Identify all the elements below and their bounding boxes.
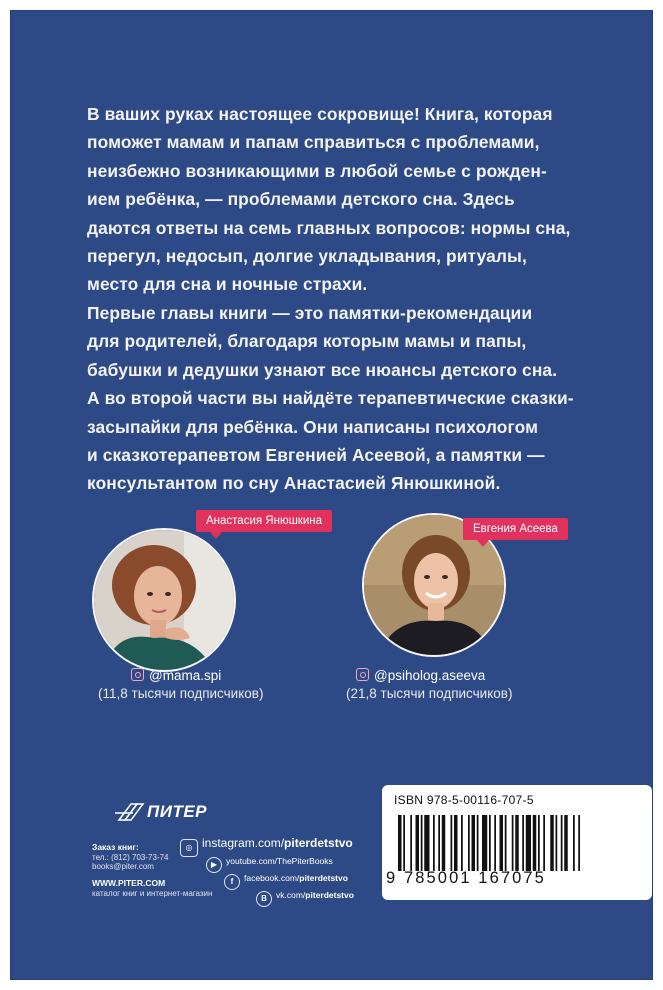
social-account: piterdetstvo xyxy=(299,873,348,883)
youtube-icon: ▶ xyxy=(206,857,222,873)
barcode-bar xyxy=(561,815,563,871)
barcode-bar xyxy=(438,815,440,871)
author-handle[interactable] xyxy=(356,668,485,683)
barcode-bar xyxy=(505,815,507,871)
barcode-bar xyxy=(403,815,405,871)
author-photo-yanyushkina xyxy=(92,528,236,672)
handle-text: @mama.spi xyxy=(149,668,222,683)
blurb-line: Первые главы книги — это памятки-рекомендации xyxy=(87,303,533,323)
blurb-line: консультантом по сну Анастасией Янюшкиной. xyxy=(87,473,501,494)
book-back-cover xyxy=(10,10,653,980)
handle-text: @psiholog.aseeva xyxy=(374,668,486,683)
barcode-bar xyxy=(451,815,453,871)
author-name-tag: Евгения Асеева xyxy=(463,518,568,540)
barcode-bar xyxy=(543,815,545,871)
order-info xyxy=(92,843,168,872)
barcode-bar xyxy=(472,815,476,871)
author-subscribers: (21,8 тысячи подписчиков) xyxy=(346,686,513,701)
barcode-bar xyxy=(468,815,470,871)
barcode-bar xyxy=(522,815,524,871)
barcode-bar xyxy=(461,815,463,871)
blurb-paragraph-1 xyxy=(87,100,617,299)
site-info xyxy=(92,879,212,898)
blurb-paragraph-2 xyxy=(87,299,617,498)
barcode-box xyxy=(382,785,652,900)
social-prefix: facebook.com/ xyxy=(244,873,300,883)
instagram-icon: ◎ xyxy=(180,839,198,857)
barcode-bar xyxy=(573,815,575,871)
order-heading: Заказ книг: xyxy=(92,842,139,852)
barcode-bar xyxy=(416,815,420,871)
social-prefix: vk.com/ xyxy=(276,890,306,900)
social-prefix: instagram.com/ xyxy=(202,836,285,850)
social-instagram[interactable] xyxy=(180,836,353,857)
barcode-bar xyxy=(424,815,429,871)
social-facebook[interactable] xyxy=(224,873,348,890)
blurb-line: неизбежно возникающими в любой семье с рожден- xyxy=(87,160,547,181)
barcode-bar xyxy=(556,815,558,871)
blurb-line: даются ответы на семь главных вопросов: нормы сна, xyxy=(87,217,571,238)
site-url[interactable]: WWW.PITER.COM xyxy=(92,878,166,888)
facebook-icon: f xyxy=(224,874,240,890)
social-url: youtube.com/ThePiterBooks xyxy=(226,856,333,866)
barcode-bar xyxy=(500,815,504,871)
barcode-bar xyxy=(526,815,531,871)
publisher-logo: ПИТЕР xyxy=(147,802,208,821)
blurb-line: В ваших руках настоящее сокровище! Книга, которая xyxy=(87,104,553,124)
barcode-bar xyxy=(477,815,479,871)
site-caption: каталог книг и интернет-магазин xyxy=(92,888,213,898)
isbn-text: ISBN 978-5-00116-707-5 xyxy=(394,793,534,807)
barcode-bar xyxy=(421,815,423,871)
ean-digits: 9 785001 167075 xyxy=(386,869,546,887)
blurb-line: для родителей, благодаря которым мамы и папы, xyxy=(87,331,527,352)
barcode-bar xyxy=(494,815,496,871)
barcode-bar xyxy=(550,815,554,871)
barcode-bar xyxy=(533,815,537,871)
barcode-bar xyxy=(512,815,514,871)
barcode-bar xyxy=(564,815,568,871)
order-email[interactable]: books@piter.com xyxy=(92,862,154,871)
order-phone: тел.: (812) 703-73-74 xyxy=(92,852,169,862)
barcode-bar xyxy=(482,815,487,871)
social-account: piterdetstvo xyxy=(305,890,354,900)
social-vk[interactable] xyxy=(256,890,354,907)
author-subscribers: (11,8 тысячи подписчиков) xyxy=(98,686,264,701)
blurb-line: и сказкотерапевтом Евгенией Асеевой, а памятки — xyxy=(87,445,545,466)
blurb-line: бабушки и дедушки узнают все нюансы детского сна. xyxy=(87,359,558,380)
barcode-bar xyxy=(398,815,402,871)
blurb-line: поможет мамам и папам справиться с проблемами, xyxy=(87,132,540,153)
blurb-line: перегул, недосып, долгие укладывания, ритуалы, xyxy=(87,246,527,267)
author-name-tag: Анастасия Янюшкина xyxy=(196,510,332,532)
blurb-line: засыпайки для ребёнка. Они написаны психологом xyxy=(87,416,539,437)
barcode-bar xyxy=(442,815,446,871)
barcode-bar xyxy=(578,815,580,871)
social-account: piterdetstvo xyxy=(284,836,353,850)
barcode-bar xyxy=(454,815,458,871)
author-handle[interactable] xyxy=(131,668,221,683)
barcode-bar xyxy=(433,815,435,871)
barcode-bar xyxy=(410,815,412,871)
social-youtube[interactable] xyxy=(206,856,333,873)
blurb-line: ием ребёнка, — проблемами детского сна. Здесь xyxy=(87,189,515,210)
blurb-line: место для сна и ночные страхи. xyxy=(87,274,368,295)
barcode-bar xyxy=(538,815,540,871)
instagram-icon xyxy=(131,668,144,681)
instagram-icon xyxy=(356,668,369,681)
vk-icon: B xyxy=(256,891,272,907)
piter-logo-icon xyxy=(115,800,145,824)
barcode-bar xyxy=(515,815,519,871)
blurb-line: А во второй части вы найдёте терапевтические сказки- xyxy=(87,388,574,409)
barcode-bars xyxy=(398,815,638,873)
barcode-bar xyxy=(489,815,491,871)
